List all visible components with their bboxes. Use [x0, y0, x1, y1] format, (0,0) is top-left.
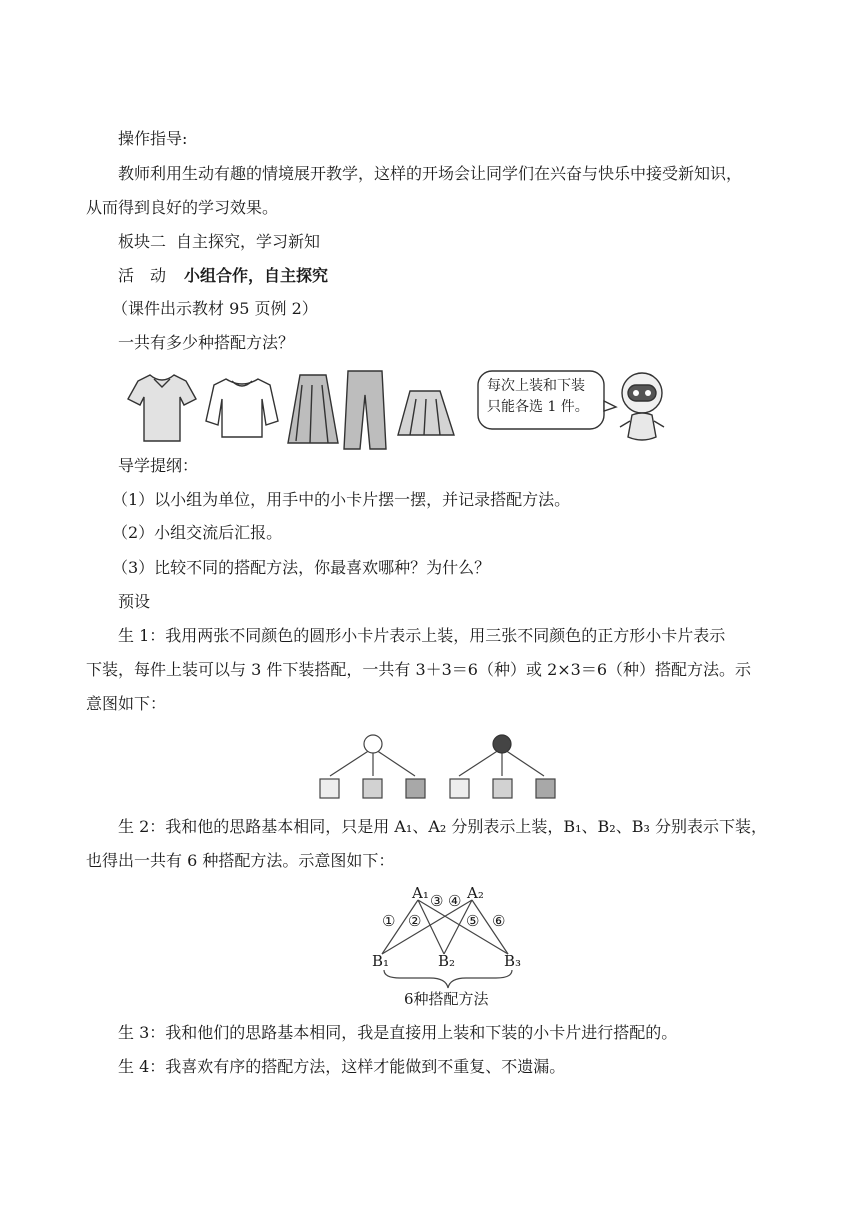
short-skirt-icon [398, 391, 454, 435]
student1-line-2: 下装，每件上装可以与 3 件下装搭配，一共有 3＋3＝6（种）或 2×3＝6（种）搭配方法。示 [86, 660, 752, 679]
blouse-icon [206, 379, 278, 437]
label-n1: ① [382, 912, 396, 930]
guide-text-line-1: 教师利用生动有趣的情境展开教学，这样的开场会让同学们在兴奋与快乐中接受新知识， [118, 164, 743, 183]
bottom-card-square [493, 779, 512, 798]
trousers-icon [344, 371, 386, 449]
label-n6: ⑥ [492, 912, 506, 930]
student1-line-1: 生 1：我用两张不同颜色的圆形小卡片表示上装，用三张不同颜色的正方形小卡片表示 [118, 626, 726, 645]
label-n4: ④ [448, 892, 462, 910]
clothing-illustration [120, 365, 690, 453]
guide-heading: 操作指导: [118, 129, 188, 148]
outline-item-1: （1）以小组为单位，用手中的小卡片摆一摆，并记录搭配方法。 [112, 490, 571, 509]
activity-title: 小组合作，自主探究 [184, 266, 329, 285]
diagram-caption: 6种搭配方法 [404, 990, 489, 1008]
shirt-icon [128, 375, 196, 441]
tree-diagram-cards [312, 732, 558, 806]
block2-heading [118, 230, 320, 254]
question: 一共有多少种搭配方法？ [118, 333, 295, 352]
block2-label: 板块二 [118, 232, 167, 251]
long-skirt-icon [288, 375, 338, 443]
top-card-circle-white [364, 735, 382, 753]
speech-bubble-line-2: 只能各选 1 件。 [487, 399, 589, 415]
robot-icon [620, 373, 664, 440]
top-card-circle-dark [493, 735, 511, 753]
activity-label: 活 动 [118, 266, 167, 285]
student1-line-3: 意图如下： [86, 694, 167, 713]
label-b1: B₁ [372, 952, 390, 970]
outline-item-3: （3）比较不同的搭配方法，你最喜欢哪种？为什么？ [112, 558, 491, 577]
bottom-card-square [320, 779, 339, 798]
label-n3: ③ [430, 892, 444, 910]
label-a2: A₂ [467, 884, 484, 902]
label-b3: B₃ [504, 952, 522, 970]
block2-title: 自主探究，学习新知 [176, 232, 321, 251]
label-n2: ② [408, 912, 422, 930]
bottom-card-square [363, 779, 382, 798]
activity-heading [118, 264, 328, 288]
outline-item-2: （2）小组交流后汇报。 [112, 523, 283, 542]
bottom-card-square [536, 779, 555, 798]
courseware-note: （课件出示教材 95 页例 2） [112, 299, 318, 318]
preset-heading: 预设 [118, 592, 151, 611]
bottom-card-square [406, 779, 425, 798]
bottom-card-square [450, 779, 469, 798]
guide-text-line-2: 从而得到良好的学习效果。 [86, 198, 279, 217]
student2-line-1: 生 2：我和他的思路基本相同，只是用 A₁、A₂ 分别表示上装，B₁、B₂、B₃ 分别表示下装， [118, 817, 767, 836]
outline-heading: 导学提纲： [118, 456, 199, 475]
speech-bubble-line-1: 每次上装和下装 [487, 378, 585, 394]
student4-line: 生 4：我喜欢有序的搭配方法，这样才能做到不重复、不遗漏。 [118, 1057, 566, 1076]
letter-tree-diagram [368, 880, 532, 1008]
label-n5: ⑤ [466, 912, 480, 930]
student2-line-2: 也得出一共有 6 种搭配方法。示意图如下： [86, 851, 395, 870]
label-b2: B₂ [438, 952, 456, 970]
label-a1: A₁ [412, 884, 429, 902]
student3-line: 生 3：我和他们的思路基本相同，我是直接用上装和下装的小卡片进行搭配的。 [118, 1023, 678, 1042]
